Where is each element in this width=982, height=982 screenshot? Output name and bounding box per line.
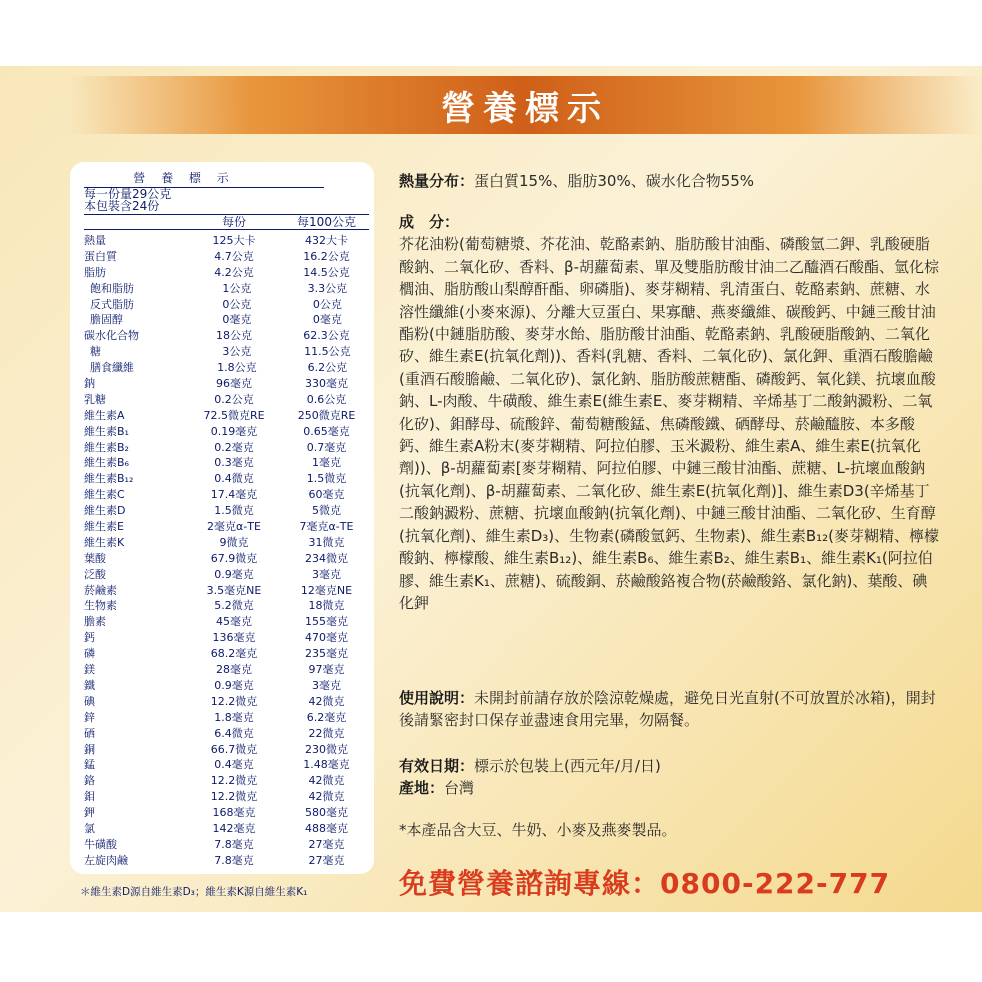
nutrient-name: 左旋肉鹼 [84, 853, 128, 867]
col-per-100g: 每100公克 [297, 215, 356, 229]
value-per-100g: 1.48毫克 [303, 758, 350, 772]
page-title: 營養標示 [441, 88, 609, 129]
nutrient-row [84, 805, 369, 821]
value-per-100g: 234微克 [305, 551, 348, 565]
value-per-100g: 27毫克 [308, 853, 345, 867]
value-per-100g: 6.2毫克 [306, 710, 347, 724]
value-per-100g: 16.2公克 [303, 249, 350, 263]
value-per-100g: 6.2公克 [307, 361, 348, 375]
nutrient-name: 牛磺酸 [84, 837, 117, 851]
value-per-serving: 168毫克 [212, 806, 256, 820]
nutrient-row [84, 344, 369, 360]
value-per-serving: 7.8毫克 [214, 837, 254, 851]
nutrient-name: 維生素B₂ [84, 440, 129, 454]
nutrient-row [84, 598, 369, 614]
value-per-100g: 470毫克 [305, 631, 348, 645]
value-per-serving: 4.7公克 [214, 249, 254, 263]
nutrient-row [84, 789, 369, 805]
value-per-serving: 72.5微克RE [203, 408, 265, 422]
nutrient-name: 熱量 [84, 234, 106, 247]
nutrient-name: 菸鹼素 [84, 583, 117, 597]
value-per-100g: 11.5公克 [304, 345, 351, 359]
nutrient-row [84, 551, 369, 567]
nutrient-row [84, 408, 369, 424]
expiry-text: 標示於包裝上(西元年/月/日) [474, 757, 661, 775]
value-per-100g: 230微克 [305, 742, 348, 756]
value-per-serving: 0.19毫克 [210, 424, 258, 438]
value-per-serving: 1.8毫克 [214, 710, 254, 724]
value-per-100g: 0.65毫克 [303, 424, 350, 438]
allergen-note: *本產品含大豆、牛奶、小麥及燕麥製品。 [399, 821, 677, 839]
nutrient-rows [84, 233, 369, 869]
value-per-serving: 18公克 [216, 329, 252, 343]
value-per-100g: 235毫克 [305, 647, 348, 661]
value-per-serving: 1.5微克 [214, 504, 254, 518]
value-per-serving: 7.8毫克 [214, 853, 254, 867]
value-per-100g: 22微克 [308, 726, 345, 740]
nutrient-name: 維生素C [84, 488, 125, 502]
nutrient-row [84, 281, 369, 297]
nutrient-name: 泛酸 [84, 567, 106, 581]
nutrient-row [84, 233, 369, 249]
value-per-100g: 0毫克 [312, 313, 342, 327]
nutrient-name: 維生素B₆ [84, 456, 129, 470]
nutrient-row [84, 297, 369, 313]
nutrient-row [84, 646, 369, 662]
nutrient-name: 乳糖 [84, 392, 106, 406]
nutrient-name: 膽固醇 [90, 313, 123, 327]
value-per-serving: 9微克 [219, 535, 249, 549]
nutrient-name: 銅 [84, 742, 95, 756]
value-per-100g: 60毫克 [308, 488, 345, 502]
origin [399, 777, 939, 799]
nutrient-row [84, 471, 369, 487]
value-per-serving: 3.5毫克NE [206, 583, 262, 597]
value-per-100g: 1.5微克 [306, 472, 347, 486]
ingredients-label: 成 分： [399, 213, 460, 231]
nutrient-name: 鐵 [84, 678, 95, 692]
value-per-serving: 12.2微克 [210, 694, 258, 708]
value-per-serving: 28毫克 [216, 663, 252, 677]
value-per-serving: 0.9毫克 [214, 567, 254, 581]
nutrient-row [84, 773, 369, 789]
hotline-number[interactable]: 0800-222-777 [660, 867, 891, 900]
value-per-serving: 0.2公克 [214, 392, 254, 406]
nutrient-name: 鉀 [84, 806, 95, 820]
value-per-100g: 62.3公克 [303, 329, 350, 343]
value-per-100g: 155毫克 [305, 615, 348, 629]
label-title: 營 養 標 示 [84, 170, 324, 188]
value-per-serving: 0.3毫克 [214, 456, 254, 470]
value-per-serving: 0毫克 [222, 313, 252, 327]
nutrient-row [84, 503, 369, 519]
value-per-serving: 45毫克 [216, 615, 252, 629]
nutrient-name: 鉬 [84, 790, 95, 804]
value-per-serving: 0公克 [222, 297, 252, 311]
nutrient-row [84, 614, 369, 630]
value-per-serving: 96毫克 [216, 377, 252, 391]
nutrient-name: 鋅 [84, 710, 95, 724]
calorie-label: 熱量分布： [399, 172, 475, 190]
value-per-100g: 12毫克NE [300, 583, 353, 597]
value-per-serving: 125大卡 [212, 234, 256, 247]
nutrient-row [84, 678, 369, 694]
value-per-serving: 3公克 [222, 345, 252, 359]
nutrient-name: 維生素A [84, 408, 125, 422]
nutrient-name: 膽素 [84, 615, 106, 629]
value-per-serving: 0.9毫克 [214, 678, 254, 692]
value-per-100g: 3毫克 [312, 567, 341, 581]
nutrient-name: 錳 [84, 758, 95, 772]
nutrient-name: 飽和脂肪 [90, 281, 134, 295]
value-per-serving: 67.9微克 [210, 551, 258, 565]
value-per-serving: 0.4微克 [214, 472, 254, 486]
value-per-100g: 3毫克 [312, 678, 341, 692]
usage-text: 未開封前請存放於陰涼乾燥處，避免日光直射(不可放置於冰箱)，開封後請緊密封口保存並盡速食用完畢，勿隔餐。 [399, 689, 936, 730]
value-per-100g: 42微克 [308, 694, 345, 708]
nutrient-row [84, 487, 369, 503]
value-per-100g: 250微克RE [297, 408, 356, 422]
nutrient-row [84, 312, 369, 328]
nutrient-name: 蛋白質 [84, 249, 117, 263]
nutrient-row [84, 455, 369, 471]
origin-label: 產地： [399, 779, 445, 797]
calorie-distribution [399, 170, 939, 192]
servings-per-package: 本包裝含24份 [84, 199, 160, 213]
value-per-serving: 2毫克α-TE [207, 520, 261, 534]
nutrient-row [84, 710, 369, 726]
value-per-100g: 97毫克 [308, 663, 345, 677]
nutrient-row [84, 583, 369, 599]
nutrient-row [84, 630, 369, 646]
hotline [399, 862, 890, 902]
nutrient-row [84, 567, 369, 583]
nutrient-row [84, 662, 369, 678]
usage-instructions [399, 687, 939, 732]
value-per-100g: 580毫克 [305, 806, 348, 820]
nutrient-name: 膳食纖維 [90, 361, 134, 375]
ingredients-text: 芥花油粉(葡萄糖漿、芥花油、乾酪素鈉、脂肪酸甘油酯、磷酸氫二鉀、乳酸硬脂酸鈉、二氧化矽、香料、β-胡蘿蔔素、單及雙脂肪酸甘油二乙醯酒石酸酯、氫化棕櫚油、脂肪酸山梨醇酐酯、卵磷脂)、麥芽糊精、乳清蛋白、乾酪素鈉、蔗糖、水溶性纖維(小麥來源)、分離大豆蛋白、果寡醣、燕麥纖維、碳酸鈣、中鏈三酸甘油酯粉(中鏈脂肪酸、麥芽水飴、脂肪酸甘油酯、乾酪素鈉、乳酸硬脂酸鈉、二氧化矽、維生素E(抗氧化劑))、香料(乳糖、香料、二氧化矽)、氯化鉀、重酒石酸膽鹼(重酒石酸膽鹼、二氧化矽)、氯化鈉、脂肪酸蔗糖酯、磷酸鈣、氧化鎂、抗壞血酸鈉、L-肉酸、牛磺酸、維生素E(維生素E、麥芽糊精、辛烯基丁二酸鈉澱粉、二氧化矽)、鉬酵母、硫酸鋅、葡萄糖酸錳、焦磷酸鐵、硒酵母、菸鹼醯胺、本多酸鈣、維生素A粉末(麥芽糊精、阿拉伯膠、玉米澱粉、維生素A、維生素E(抗氧化劑))、β-胡蘿蔔素[麥芽糊精、阿拉伯膠、中鏈三酸甘油酯、蔗糖、L-抗壞血酸鈉(抗氧化劑)、β-胡蘿蔔素、二氧化矽、維生素E(抗氧化劑)]、維生素D3(辛烯基丁二酸鈉澱粉、蔗糖、抗壞血酸鈉(抗氧化劑)、中鏈三酸甘油酯、二氧化矽、生育醇(抗氧化劑)、維生素D₃)、生物素(磷酸氫鈣、生物素)、維生素B₁₂(麥芽糊精、檸檬酸鈉、檸檬酸、維生素B₁₂)、維生素B₆、維生素B₂、維生素B₁、維生素K₁(阿拉伯膠、維生素K₁、蔗糖)、硫酸銅、菸鹼酸鉻複合物(菸鹼酸鉻、氯化鈉)、葉酸、碘化鉀 [399, 235, 939, 612]
nutrient-name: 硒 [84, 726, 95, 740]
value-per-100g: 42微克 [308, 790, 345, 804]
nutrient-name: 生物素 [84, 599, 117, 613]
nutrient-name: 鈣 [84, 631, 95, 645]
nutrient-name: 葉酸 [84, 551, 106, 565]
value-per-100g: 42微克 [308, 774, 345, 788]
value-per-100g: 27毫克 [308, 837, 345, 851]
value-per-serving: 68.2毫克 [210, 647, 258, 661]
nutrient-row [84, 821, 369, 837]
nutrient-row [84, 535, 369, 551]
value-per-serving: 0.4毫克 [214, 758, 254, 772]
value-per-100g: 7毫克α-TE [299, 520, 354, 534]
value-per-100g: 330毫克 [305, 377, 348, 391]
hotline-label: 免費營養諮詢專線： [399, 867, 661, 900]
expiry-date [399, 755, 939, 777]
value-per-100g: 14.5公克 [303, 265, 350, 279]
label-column-header [84, 214, 369, 230]
nutrient-name: 鎂 [84, 663, 95, 677]
nutrient-name: 鉻 [84, 774, 95, 788]
calorie-text: 蛋白質15%、脂肪30%、碳水化合物55% [474, 172, 755, 190]
nutrient-row [84, 249, 369, 265]
label-footnote: ＊維生素D源自維生素D₃；維生素K源自維生素K₁ [80, 886, 308, 898]
value-per-100g: 3.3公克 [307, 281, 348, 295]
nutrient-row [84, 440, 369, 456]
nutrient-row [84, 694, 369, 710]
origin-text: 台灣 [444, 779, 475, 797]
nutrient-row [84, 424, 369, 440]
col-per-serving: 每份 [221, 215, 246, 229]
nutrient-name: 磷 [84, 647, 95, 661]
value-per-serving: 1公克 [222, 281, 252, 295]
nutrient-name: 碳水化合物 [84, 329, 139, 343]
nutrient-name: 氯 [84, 821, 95, 835]
value-per-100g: 31微克 [308, 535, 345, 549]
nutrient-name: 碘 [84, 694, 95, 708]
expiry-label: 有效日期： [399, 757, 475, 775]
nutrition-label [84, 170, 369, 865]
nutrient-name: 反式脂肪 [90, 297, 134, 311]
nutrient-name: 維生素D [84, 504, 126, 518]
nutrient-row [84, 328, 369, 344]
nutrient-row [84, 392, 369, 408]
nutrient-name: 維生素B₁ [84, 424, 129, 438]
value-per-100g: 0.7毫克 [306, 440, 347, 454]
value-per-100g: 0.6公克 [306, 392, 347, 406]
value-per-serving: 12.2微克 [210, 790, 258, 804]
value-per-100g: 18微克 [308, 599, 345, 613]
nutrient-row [84, 376, 369, 392]
value-per-serving: 1.8公克 [217, 361, 257, 375]
value-per-serving: 12.2微克 [210, 774, 258, 788]
serving-size: 每一份量29公克 [84, 187, 172, 201]
value-per-serving: 5.2微克 [214, 599, 254, 613]
value-per-100g: 5微克 [312, 504, 341, 518]
nutrient-name: 維生素K [84, 535, 125, 549]
nutrient-row [84, 757, 369, 773]
value-per-100g: 488毫克 [305, 821, 348, 835]
value-per-serving: 136毫克 [212, 631, 256, 645]
nutrient-row [84, 726, 369, 742]
value-per-serving: 17.4毫克 [210, 488, 258, 502]
nutrient-name: 糖 [90, 345, 101, 359]
nutrient-row [84, 742, 369, 758]
usage-label: 使用說明： [399, 689, 475, 707]
value-per-serving: 66.7微克 [210, 742, 258, 756]
value-per-serving: 4.2公克 [214, 265, 254, 279]
value-per-100g: 1毫克 [312, 456, 341, 470]
nutrient-row [84, 360, 369, 376]
value-per-serving: 6.4微克 [214, 726, 254, 740]
nutrient-name: 脂肪 [84, 265, 106, 279]
nutrient-row [84, 265, 369, 281]
nutrient-row [84, 837, 369, 853]
value-per-serving: 0.2毫克 [214, 440, 254, 454]
title-banner [68, 76, 982, 134]
ingredients-block [399, 211, 939, 614]
nutrient-name: 維生素B₁₂ [84, 472, 134, 486]
value-per-serving: 142毫克 [212, 821, 256, 835]
value-per-100g: 432大卡 [305, 234, 348, 247]
nutrient-name: 鈉 [84, 377, 95, 391]
nutrient-row [84, 519, 369, 535]
nutrient-row [84, 853, 369, 869]
nutrient-name: 維生素E [84, 520, 124, 534]
value-per-100g: 0公克 [312, 297, 342, 311]
